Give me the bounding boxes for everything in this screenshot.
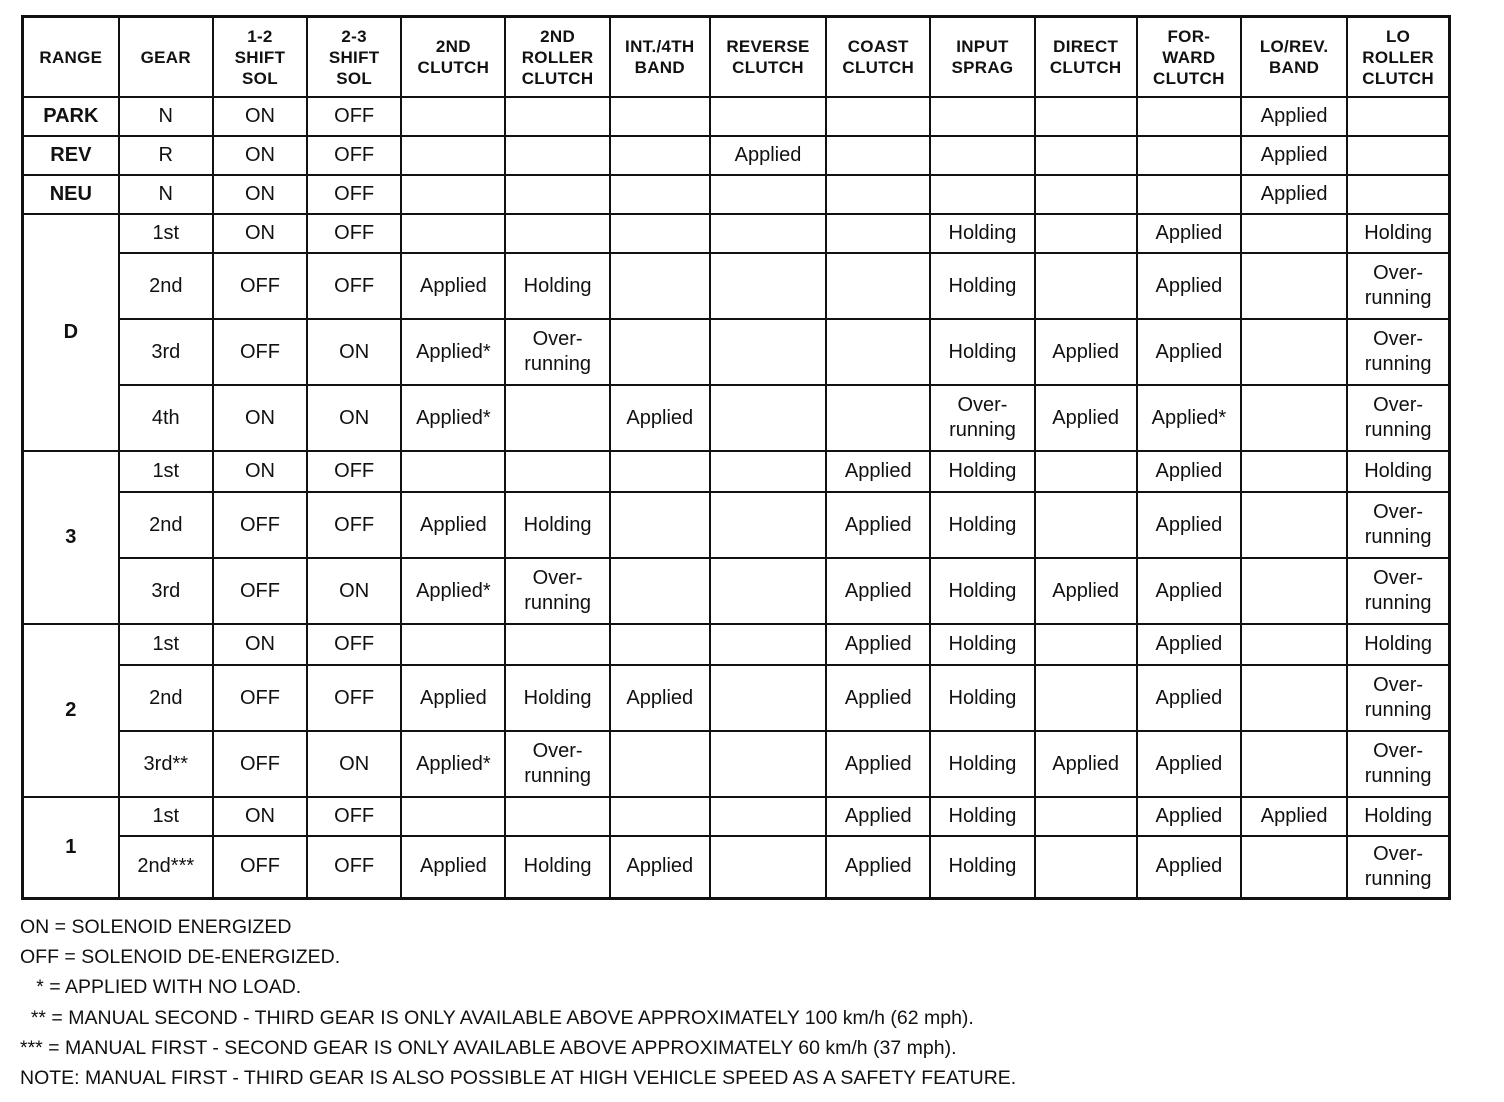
state-cell: ON [213, 175, 307, 214]
table-row [23, 731, 1450, 797]
state-cell [826, 97, 930, 136]
state-cell [1347, 136, 1449, 175]
state-cell: Over- running [505, 319, 609, 385]
state-cell: Over- running [505, 731, 609, 797]
column-header: RANGE [23, 17, 119, 98]
table-row [23, 253, 1450, 319]
state-cell [1035, 797, 1137, 836]
state-cell [401, 136, 505, 175]
state-cell: Holding [505, 492, 609, 558]
state-cell [610, 175, 710, 214]
state-cell: Applied [1241, 97, 1347, 136]
state-cell: OFF [307, 665, 401, 731]
table-row [23, 385, 1450, 451]
state-cell: Applied [1137, 836, 1241, 898]
state-cell [930, 97, 1034, 136]
state-cell: OFF [307, 451, 401, 492]
state-cell [1347, 175, 1449, 214]
range-cell: PARK [23, 97, 119, 136]
state-cell [1241, 253, 1347, 319]
gear-cell: R [119, 136, 213, 175]
gear-cell: 1st [119, 624, 213, 665]
state-cell [1241, 214, 1347, 253]
state-cell [401, 797, 505, 836]
state-cell: OFF [307, 214, 401, 253]
header-row [23, 17, 1450, 98]
state-cell: Applied [1035, 385, 1137, 451]
note-line: OFF = SOLENOID DE-ENERGIZED. [20, 946, 341, 969]
state-cell [826, 319, 930, 385]
state-cell: Applied [826, 665, 930, 731]
state-cell [710, 624, 826, 665]
state-cell: OFF [307, 624, 401, 665]
state-cell: Applied [1137, 451, 1241, 492]
state-cell: Holding [930, 836, 1034, 898]
range-cell: NEU [23, 175, 119, 214]
range-cell: 1 [23, 797, 119, 898]
state-cell: Applied [1137, 797, 1241, 836]
column-header: COAST CLUTCH [826, 17, 930, 98]
column-header: 2-3 SHIFT SOL [307, 17, 401, 98]
state-cell [1035, 214, 1137, 253]
column-header: GEAR [119, 17, 213, 98]
state-cell: Applied [401, 665, 505, 731]
state-cell: Applied [1137, 665, 1241, 731]
state-cell: Holding [930, 253, 1034, 319]
state-cell: OFF [307, 492, 401, 558]
state-cell: ON [213, 451, 307, 492]
table-row [23, 624, 1450, 665]
state-cell: Applied* [1137, 385, 1241, 451]
legend-notes [20, 912, 1480, 1093]
state-cell: Holding [930, 558, 1034, 624]
state-cell: Holding [930, 731, 1034, 797]
gear-cell: N [119, 175, 213, 214]
state-cell [505, 175, 609, 214]
table-row [23, 319, 1450, 385]
state-cell [1241, 492, 1347, 558]
range-cell: D [23, 214, 119, 451]
state-cell: Holding [1347, 797, 1449, 836]
state-cell [930, 175, 1034, 214]
state-cell [826, 253, 930, 319]
gear-cell: 2nd*** [119, 836, 213, 898]
note-line: ON = SOLENOID ENERGIZED [20, 916, 292, 938]
state-cell [710, 385, 826, 451]
state-cell: Applied [710, 136, 826, 175]
gear-cell: 1st [119, 797, 213, 836]
state-cell: Applied [826, 797, 930, 836]
state-cell: Holding [1347, 214, 1449, 253]
state-cell [610, 797, 710, 836]
state-cell: Applied [1241, 175, 1347, 214]
gear-cell: 3rd [119, 558, 213, 624]
state-cell: Over- running [1347, 731, 1449, 797]
state-cell [505, 385, 609, 451]
state-cell: Over- running [930, 385, 1034, 451]
range-cell: REV [23, 136, 119, 175]
table-row [23, 175, 1450, 214]
state-cell: Holding [930, 214, 1034, 253]
state-cell: ON [213, 97, 307, 136]
state-cell [505, 797, 609, 836]
state-cell [710, 558, 826, 624]
table-row [23, 97, 1450, 136]
gear-cell: 4th [119, 385, 213, 451]
state-cell [610, 624, 710, 665]
state-cell [1241, 665, 1347, 731]
table-body [23, 97, 1450, 898]
state-cell: Applied [826, 624, 930, 665]
state-cell [710, 175, 826, 214]
state-cell: ON [213, 797, 307, 836]
state-cell: Over- running [1347, 665, 1449, 731]
state-cell: Applied* [401, 558, 505, 624]
state-cell: Holding [930, 451, 1034, 492]
table-row [23, 665, 1450, 731]
range-cell: 3 [23, 451, 119, 624]
state-cell [610, 214, 710, 253]
note-line: * = APPLIED WITH NO LOAD. [20, 976, 302, 999]
state-cell: Applied [1137, 214, 1241, 253]
table-row [23, 136, 1450, 175]
state-cell: Applied [610, 385, 710, 451]
state-cell [1241, 836, 1347, 898]
state-cell [610, 97, 710, 136]
state-cell: OFF [213, 253, 307, 319]
state-cell: Holding [930, 319, 1034, 385]
state-cell: Applied [826, 451, 930, 492]
state-cell: Over- running [1347, 836, 1449, 898]
gear-cell: 1st [119, 451, 213, 492]
state-cell: Applied [1241, 797, 1347, 836]
state-cell [710, 665, 826, 731]
state-cell [1241, 319, 1347, 385]
state-cell: Applied [1035, 558, 1137, 624]
state-cell: Holding [505, 665, 609, 731]
state-cell [1035, 253, 1137, 319]
state-cell [610, 451, 710, 492]
range-cell: 2 [23, 624, 119, 797]
gear-cell: 2nd [119, 253, 213, 319]
column-header: 2ND ROLLER CLUTCH [505, 17, 609, 98]
state-cell [610, 319, 710, 385]
state-cell [710, 731, 826, 797]
state-cell [1035, 136, 1137, 175]
state-cell [710, 451, 826, 492]
table-row [23, 558, 1450, 624]
state-cell: Applied [1035, 731, 1137, 797]
state-cell [1137, 136, 1241, 175]
state-cell: Applied [1137, 492, 1241, 558]
state-cell [930, 136, 1034, 175]
note-line: *** = MANUAL FIRST - SECOND GEAR IS ONLY AVAILABLE ABOVE APPROXIMATELY 60 km/h (37 mph). [20, 1036, 957, 1059]
state-cell [1035, 665, 1137, 731]
state-cell [505, 451, 609, 492]
state-cell [1035, 836, 1137, 898]
state-cell [826, 385, 930, 451]
state-cell [826, 214, 930, 253]
state-cell [710, 492, 826, 558]
column-header: LO ROLLER CLUTCH [1347, 17, 1449, 98]
column-header: 1-2 SHIFT SOL [213, 17, 307, 98]
state-cell [610, 731, 710, 797]
state-cell: OFF [307, 136, 401, 175]
state-cell: ON [307, 319, 401, 385]
state-cell: Over- running [505, 558, 609, 624]
state-cell: Applied [1137, 253, 1241, 319]
state-cell [1137, 97, 1241, 136]
gear-cell: 3rd [119, 319, 213, 385]
state-cell: Over- running [1347, 385, 1449, 451]
table-row [23, 797, 1450, 836]
state-cell [710, 253, 826, 319]
state-cell: Holding [930, 492, 1034, 558]
column-header: INT./4TH BAND [610, 17, 710, 98]
state-cell: ON [213, 385, 307, 451]
note-line: NOTE: MANUAL FIRST - THIRD GEAR IS ALSO POSSIBLE AT HIGH VEHICLE SPEED AS A SAFETY FEATURE. [20, 1067, 1017, 1090]
state-cell [610, 253, 710, 319]
state-cell [401, 624, 505, 665]
note-line: ** = MANUAL SECOND - THIRD GEAR IS ONLY AVAILABLE ABOVE APPROXIMATELY 100 km/h (62 mph). [20, 1006, 974, 1029]
state-cell: Applied [1035, 319, 1137, 385]
state-cell [505, 136, 609, 175]
state-cell: ON [213, 624, 307, 665]
state-cell: ON [213, 136, 307, 175]
gear-cell: 2nd [119, 665, 213, 731]
state-cell [1035, 97, 1137, 136]
state-cell [710, 319, 826, 385]
state-cell [610, 558, 710, 624]
gear-cell: N [119, 97, 213, 136]
state-cell [401, 214, 505, 253]
state-cell [401, 97, 505, 136]
state-cell [610, 136, 710, 175]
state-cell: ON [213, 214, 307, 253]
column-header: DIRECT CLUTCH [1035, 17, 1137, 98]
state-cell: Applied* [401, 731, 505, 797]
shift-application-table [21, 15, 1451, 900]
state-cell [1347, 97, 1449, 136]
state-cell: Applied* [401, 319, 505, 385]
state-cell: Applied* [401, 385, 505, 451]
column-header: 2ND CLUTCH [401, 17, 505, 98]
state-cell [1137, 175, 1241, 214]
column-header: LO/REV. BAND [1241, 17, 1347, 98]
state-cell: OFF [213, 665, 307, 731]
state-cell: OFF [213, 558, 307, 624]
state-cell: Holding [505, 253, 609, 319]
gear-cell: 1st [119, 214, 213, 253]
state-cell [1241, 731, 1347, 797]
column-header: INPUT SPRAG [930, 17, 1034, 98]
state-cell [1035, 492, 1137, 558]
state-cell [505, 624, 609, 665]
state-cell [1035, 451, 1137, 492]
state-cell [710, 797, 826, 836]
state-cell: Holding [930, 624, 1034, 665]
gear-cell: 2nd [119, 492, 213, 558]
state-cell [505, 214, 609, 253]
state-cell: Holding [930, 797, 1034, 836]
state-cell [1241, 385, 1347, 451]
table-row [23, 836, 1450, 898]
state-cell [1241, 451, 1347, 492]
column-header: FOR- WARD CLUTCH [1137, 17, 1241, 98]
gear-cell: 3rd** [119, 731, 213, 797]
state-cell: Holding [1347, 624, 1449, 665]
state-cell: Applied [1137, 731, 1241, 797]
state-cell: Applied [826, 731, 930, 797]
column-header: REVERSE CLUTCH [710, 17, 826, 98]
state-cell: OFF [213, 836, 307, 898]
state-cell: Applied [610, 836, 710, 898]
state-cell [1035, 624, 1137, 665]
state-cell: Over- running [1347, 492, 1449, 558]
state-cell: OFF [213, 492, 307, 558]
state-cell: Applied [401, 836, 505, 898]
state-cell: OFF [213, 319, 307, 385]
state-cell: Applied [401, 253, 505, 319]
state-cell: ON [307, 558, 401, 624]
state-cell: Applied [1137, 319, 1241, 385]
state-cell: OFF [307, 797, 401, 836]
state-cell: Applied [826, 492, 930, 558]
state-cell: OFF [307, 175, 401, 214]
state-cell [1035, 175, 1137, 214]
state-cell: ON [307, 385, 401, 451]
state-cell [710, 836, 826, 898]
table-row [23, 214, 1450, 253]
state-cell [505, 97, 609, 136]
state-cell: Holding [505, 836, 609, 898]
state-cell [1241, 624, 1347, 665]
state-cell [610, 492, 710, 558]
state-cell: ON [307, 731, 401, 797]
state-cell [710, 97, 826, 136]
state-cell: Over- running [1347, 253, 1449, 319]
state-cell [401, 175, 505, 214]
state-cell: OFF [213, 731, 307, 797]
state-cell: Applied [826, 836, 930, 898]
state-cell: OFF [307, 253, 401, 319]
state-cell [1241, 558, 1347, 624]
state-cell [826, 175, 930, 214]
state-cell: Applied [826, 558, 930, 624]
state-cell: OFF [307, 836, 401, 898]
state-cell: Applied [1137, 558, 1241, 624]
table-row [23, 451, 1450, 492]
state-cell: Holding [930, 665, 1034, 731]
state-cell: Over- running [1347, 319, 1449, 385]
state-cell: Over- running [1347, 558, 1449, 624]
state-cell: OFF [307, 97, 401, 136]
state-cell: Applied [1241, 136, 1347, 175]
state-cell [401, 451, 505, 492]
state-cell: Applied [610, 665, 710, 731]
state-cell: Applied [1137, 624, 1241, 665]
state-cell: Applied [401, 492, 505, 558]
state-cell: Holding [1347, 451, 1449, 492]
table-row [23, 492, 1450, 558]
state-cell [826, 136, 930, 175]
state-cell [710, 214, 826, 253]
